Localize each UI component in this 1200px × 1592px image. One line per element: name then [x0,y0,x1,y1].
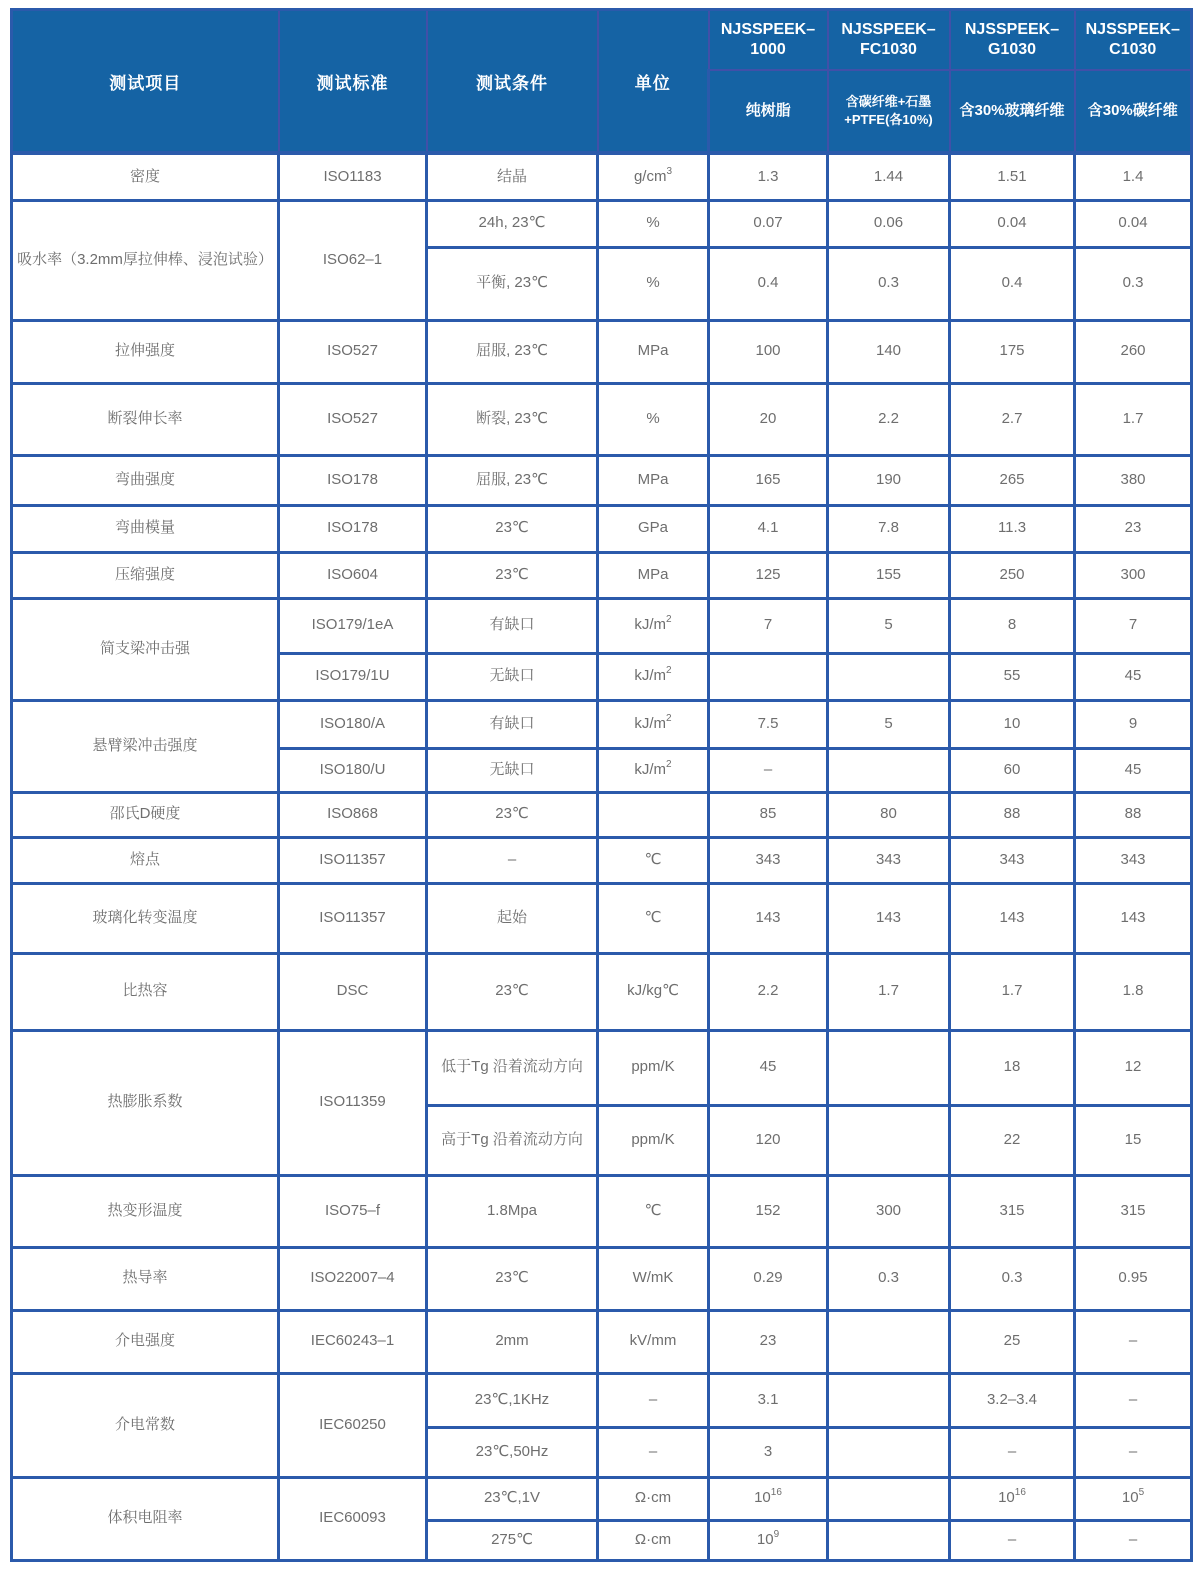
unit-cell: % [598,200,709,247]
value-g1030-cell: – [950,1427,1075,1477]
unit-cell: kJ/kg℃ [598,953,709,1030]
value-fc1030-cell: 5 [828,700,950,748]
value-1000-cell: $10^9$ [709,1520,828,1560]
test-item-cell: 弯曲模量 [12,505,279,552]
test-standard-cell: ISO527 [279,320,427,383]
value-g1030-cell: 60 [950,748,1075,792]
table-row [12,455,1192,505]
unit-cell [598,792,709,837]
value-1000-cell: 0.4 [709,247,828,320]
value-c1030-cell: 1.7 [1075,383,1192,455]
test-condition-cell: 有缺口 [427,598,598,653]
test-item-cell: 热膨胀系数 [12,1030,279,1175]
value-c1030-cell: 23 [1075,505,1192,552]
test-standard-cell: ISO11357 [279,837,427,883]
test-item-cell: 压缩强度 [12,552,279,598]
test-condition-cell: 断裂, 23℃ [427,383,598,455]
unit-cell: % [598,383,709,455]
value-fc1030-cell [828,1477,950,1520]
test-condition-cell: 23℃ [427,792,598,837]
table-row [12,598,1192,653]
test-condition-cell: 23℃,50Hz [427,1427,598,1477]
table-row [12,953,1192,1030]
value-fc1030-cell [828,1520,950,1560]
value-1000-cell: 0.29 [709,1247,828,1310]
value-fc1030-cell: 1.44 [828,153,950,200]
value-g1030-cell: 175 [950,320,1075,383]
value-c1030-cell: 343 [1075,837,1192,883]
value-c1030-cell: 0.3 [1075,247,1192,320]
value-1000-cell: 45 [709,1030,828,1105]
value-g1030-cell: 88 [950,792,1075,837]
unit-cell: GPa [598,505,709,552]
value-c1030-cell: $10^5$ [1075,1477,1192,1520]
test-item-cell: 热变形温度 [12,1175,279,1247]
unit-cell: ℃ [598,1175,709,1247]
value-1000-cell: 3.1 [709,1373,828,1427]
column-header-test-standard: 测试标准 [279,10,427,154]
table-row [12,200,1192,247]
value-fc1030-cell [828,748,950,792]
value-g1030-cell: 0.3 [950,1247,1075,1310]
table-header [12,10,1192,154]
value-fc1030-cell [828,1373,950,1427]
unit-cell: Ω·cm [598,1477,709,1520]
value-g1030-cell: 8 [950,598,1075,653]
value-fc1030-cell: 343 [828,837,950,883]
table-row [12,505,1192,552]
value-c1030-cell: 380 [1075,455,1192,505]
value-c1030-cell: 260 [1075,320,1192,383]
value-c1030-cell: – [1075,1427,1192,1477]
unit-cell: % [598,247,709,320]
test-condition-cell: 275℃ [427,1520,598,1560]
table-row [12,1310,1192,1373]
table-row [12,1030,1192,1105]
test-item-cell: 比热容 [12,953,279,1030]
unit-cell: ppm/K [598,1105,709,1175]
test-condition-cell: 屈服, 23℃ [427,320,598,383]
product-name-header: NJSSPEEK– 1000 [709,10,828,71]
test-condition-cell: 高于Tg 沿着流动方向 [427,1105,598,1175]
test-item-cell: 吸水率（3.2mm厚拉伸棒、浸泡试验） [12,200,279,320]
value-c1030-cell: 315 [1075,1175,1192,1247]
product-name-header: NJSSPEEK– FC1030 [828,10,950,71]
test-condition-cell: 平衡, 23℃ [427,247,598,320]
test-standard-cell: ISO75–f [279,1175,427,1247]
value-fc1030-cell: 140 [828,320,950,383]
test-condition-cell: 无缺口 [427,748,598,792]
value-1000-cell: 343 [709,837,828,883]
value-c1030-cell: 1.4 [1075,153,1192,200]
test-standard-cell: ISO11357 [279,883,427,953]
unit-cell: kV/mm [598,1310,709,1373]
value-c1030-cell: – [1075,1520,1192,1560]
unit-cell: MPa [598,552,709,598]
value-c1030-cell: 7 [1075,598,1192,653]
value-g1030-cell: 1.7 [950,953,1075,1030]
value-c1030-cell: 143 [1075,883,1192,953]
unit-cell: – [598,1427,709,1477]
value-c1030-cell: 15 [1075,1105,1192,1175]
test-standard-cell: DSC [279,953,427,1030]
table-row [12,153,1192,200]
product-desc-header: 含碳纤维+石墨 +PTFE(各10%) [828,70,950,153]
test-standard-cell: ISO180/U [279,748,427,792]
product-name-header: NJSSPEEK– C1030 [1075,10,1192,71]
table-row [12,1373,1192,1427]
test-standard-cell: ISO178 [279,505,427,552]
test-item-cell: 介电强度 [12,1310,279,1373]
value-c1030-cell: 45 [1075,653,1192,700]
value-fc1030-cell: 5 [828,598,950,653]
value-1000-cell: 7 [709,598,828,653]
value-g1030-cell: 0.4 [950,247,1075,320]
value-1000-cell: 125 [709,552,828,598]
table-row [12,552,1192,598]
value-c1030-cell: 1.8 [1075,953,1192,1030]
test-condition-cell: 23℃ [427,552,598,598]
value-c1030-cell: 45 [1075,748,1192,792]
test-standard-cell: ISO22007–4 [279,1247,427,1310]
table-row [12,1247,1192,1310]
value-g1030-cell: 18 [950,1030,1075,1105]
value-1000-cell [709,653,828,700]
value-1000-cell: 7.5 [709,700,828,748]
value-g1030-cell: 25 [950,1310,1075,1373]
value-g1030-cell: 2.7 [950,383,1075,455]
value-fc1030-cell: 143 [828,883,950,953]
value-g1030-cell: 11.3 [950,505,1075,552]
value-fc1030-cell: 155 [828,552,950,598]
test-condition-cell: 23℃ [427,505,598,552]
table-row [12,1175,1192,1247]
value-c1030-cell: 0.04 [1075,200,1192,247]
test-item-cell: 弯曲强度 [12,455,279,505]
test-condition-cell: 低于Tg 沿着流动方向 [427,1030,598,1105]
test-condition-cell: 2mm [427,1310,598,1373]
value-1000-cell: – [709,748,828,792]
test-item-cell: 熔点 [12,837,279,883]
test-standard-cell: ISO179/1eA [279,598,427,653]
value-c1030-cell: 0.95 [1075,1247,1192,1310]
value-fc1030-cell: 0.3 [828,247,950,320]
test-standard-cell: IEC60093 [279,1477,427,1560]
value-fc1030-cell: 7.8 [828,505,950,552]
table-body [12,153,1192,1560]
test-condition-cell: 23℃ [427,953,598,1030]
value-c1030-cell: – [1075,1310,1192,1373]
unit-cell: MPa [598,455,709,505]
test-standard-cell: IEC60243–1 [279,1310,427,1373]
table-row [12,383,1192,455]
unit-cell: $kJ/m^2$ [598,598,709,653]
unit-cell: ℃ [598,883,709,953]
value-g1030-cell: 1.51 [950,153,1075,200]
product-desc-header: 纯树脂 [709,70,828,153]
test-condition-cell: 起始 [427,883,598,953]
value-1000-cell: $10^{16}$ [709,1477,828,1520]
value-g1030-cell: 55 [950,653,1075,700]
test-standard-cell: ISO868 [279,792,427,837]
test-item-cell: 拉伸强度 [12,320,279,383]
table-row [12,700,1192,748]
value-fc1030-cell: 80 [828,792,950,837]
value-g1030-cell: 343 [950,837,1075,883]
value-fc1030-cell: 2.2 [828,383,950,455]
table-row [12,1477,1192,1520]
test-standard-cell: ISO180/A [279,700,427,748]
test-standard-cell: IEC60250 [279,1373,427,1477]
test-standard-cell: ISO178 [279,455,427,505]
test-standard-cell: ISO11359 [279,1030,427,1175]
test-condition-cell: – [427,837,598,883]
value-g1030-cell: $10^{16}$ [950,1477,1075,1520]
test-item-cell: 邵氏D硬度 [12,792,279,837]
value-1000-cell: 143 [709,883,828,953]
product-name-header: NJSSPEEK– G1030 [950,10,1075,71]
test-item-cell: 介电常数 [12,1373,279,1477]
column-header-unit: 单位 [598,10,709,154]
value-c1030-cell: 300 [1075,552,1192,598]
test-condition-cell: 23℃,1V [427,1477,598,1520]
unit-cell: MPa [598,320,709,383]
unit-cell: $g/cm^3$ [598,153,709,200]
table-row [12,883,1192,953]
test-condition-cell: 无缺口 [427,653,598,700]
value-1000-cell: 3 [709,1427,828,1477]
unit-cell: $kJ/m^2$ [598,700,709,748]
value-g1030-cell: 315 [950,1175,1075,1247]
value-1000-cell: 165 [709,455,828,505]
value-g1030-cell: 22 [950,1105,1075,1175]
test-condition-cell: 23℃,1KHz [427,1373,598,1427]
unit-cell: $kJ/m^2$ [598,748,709,792]
column-header-test-item: 测试项目 [12,10,279,154]
value-1000-cell: 4.1 [709,505,828,552]
table-row [12,792,1192,837]
test-item-cell: 玻璃化转变温度 [12,883,279,953]
test-item-cell: 密度 [12,153,279,200]
value-g1030-cell: 0.04 [950,200,1075,247]
value-fc1030-cell: 0.3 [828,1247,950,1310]
value-1000-cell: 0.07 [709,200,828,247]
test-item-cell: 简支梁冲击强 [12,598,279,700]
test-item-cell: 悬臂梁冲击强度 [12,700,279,792]
unit-cell: ℃ [598,837,709,883]
test-standard-cell: ISO604 [279,552,427,598]
test-item-cell: 断裂伸长率 [12,383,279,455]
unit-cell: Ω·cm [598,1520,709,1560]
value-1000-cell: 2.2 [709,953,828,1030]
unit-cell: W/mK [598,1247,709,1310]
value-g1030-cell: 250 [950,552,1075,598]
table-row [12,837,1192,883]
table-row [12,320,1192,383]
product-desc-header: 含30%碳纤维 [1075,70,1192,153]
value-c1030-cell: – [1075,1373,1192,1427]
value-1000-cell: 23 [709,1310,828,1373]
value-fc1030-cell: 300 [828,1175,950,1247]
value-fc1030-cell [828,1030,950,1105]
test-condition-cell: 屈服, 23℃ [427,455,598,505]
value-1000-cell: 152 [709,1175,828,1247]
value-fc1030-cell [828,1427,950,1477]
value-g1030-cell: – [950,1520,1075,1560]
value-1000-cell: 1.3 [709,153,828,200]
value-fc1030-cell [828,1105,950,1175]
value-g1030-cell: 265 [950,455,1075,505]
test-condition-cell: 1.8Mpa [427,1175,598,1247]
value-fc1030-cell: 190 [828,455,950,505]
test-item-cell: 体积电阻率 [12,1477,279,1560]
test-standard-cell: ISO527 [279,383,427,455]
test-condition-cell: 24h, 23℃ [427,200,598,247]
unit-cell: ppm/K [598,1030,709,1105]
material-spec-table [10,8,1193,1562]
value-1000-cell: 85 [709,792,828,837]
value-fc1030-cell: 0.06 [828,200,950,247]
test-standard-cell: ISO62–1 [279,200,427,320]
product-desc-header: 含30%玻璃纤维 [950,70,1075,153]
value-g1030-cell: 143 [950,883,1075,953]
value-c1030-cell: 9 [1075,700,1192,748]
value-1000-cell: 100 [709,320,828,383]
unit-cell: – [598,1373,709,1427]
test-standard-cell: ISO179/1U [279,653,427,700]
test-item-cell: 热导率 [12,1247,279,1310]
value-fc1030-cell [828,653,950,700]
unit-cell: $kJ/m^2$ [598,653,709,700]
value-c1030-cell: 88 [1075,792,1192,837]
test-standard-cell: ISO1183 [279,153,427,200]
value-1000-cell: 20 [709,383,828,455]
value-c1030-cell: 12 [1075,1030,1192,1105]
value-fc1030-cell: 1.7 [828,953,950,1030]
value-g1030-cell: 10 [950,700,1075,748]
column-header-test-condition: 测试条件 [427,10,598,154]
test-condition-cell: 23℃ [427,1247,598,1310]
value-1000-cell: 120 [709,1105,828,1175]
value-g1030-cell: 3.2–3.4 [950,1373,1075,1427]
test-condition-cell: 结晶 [427,153,598,200]
value-fc1030-cell [828,1310,950,1373]
test-condition-cell: 有缺口 [427,700,598,748]
